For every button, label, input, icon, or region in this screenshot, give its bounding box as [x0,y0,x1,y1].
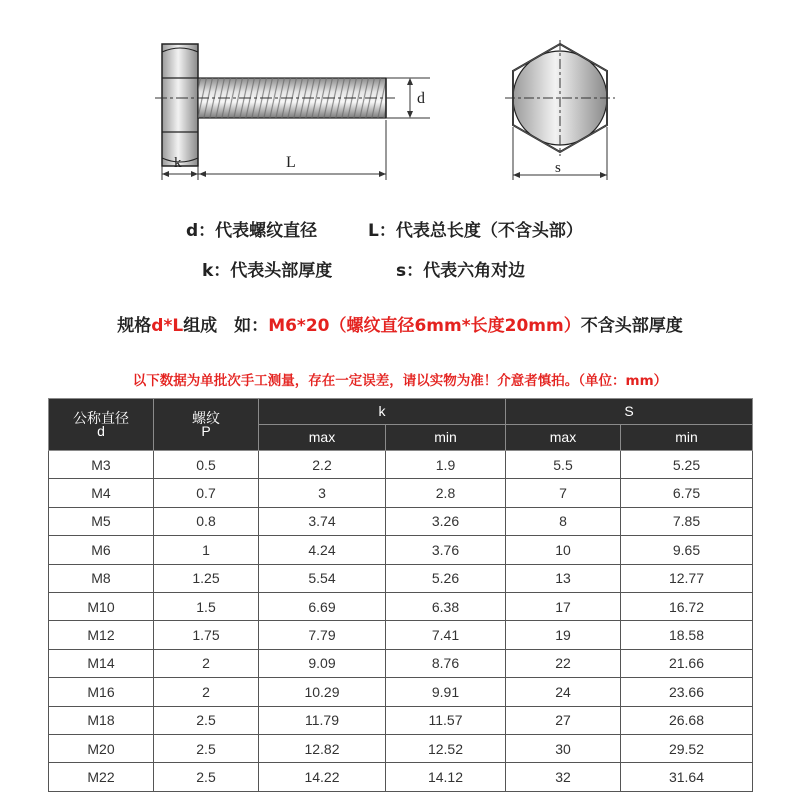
cell-pitch: 2.5 [154,763,259,791]
spec-line [0,311,800,336]
cell-pitch: 2.5 [154,706,259,734]
cell-s-min: 12.77 [621,564,753,592]
cell-k-min: 11.57 [386,706,506,734]
cell-s-max: 19 [506,621,621,649]
cell-diameter: M22 [49,763,154,791]
cell-s-min: 31.64 [621,763,753,791]
cell-k-min: 12.52 [386,734,506,762]
cell-k-max: 6.69 [259,592,386,620]
cell-k-max: 7.79 [259,621,386,649]
spec-example: M6*20（螺纹直径6mm*长度20mm） [268,316,581,336]
table-row [49,621,753,649]
spec-dl: d*L [151,316,184,336]
header-thread-pitch [154,399,259,451]
cell-k-max: 3 [259,479,386,507]
cell-k-max: 2.2 [259,451,386,479]
cell-s-max: 22 [506,649,621,677]
spec-mid: 组成 如： [183,316,269,336]
table-row [49,592,753,620]
measurement-note: 以下数据为单批次手工测量，存在一定误差，请以实物为准！介意者慎拍。（单位：mm） [132,373,668,389]
cell-pitch: 1 [154,536,259,564]
cell-k-min: 3.26 [386,507,506,535]
legend-k: k：代表头部厚度 [202,261,333,281]
hex-head-top-view [505,40,615,180]
header-s: S [506,399,753,425]
cell-s-max: 30 [506,734,621,762]
label-d: d [417,90,425,107]
cell-s-max: 5.5 [506,451,621,479]
table-row [49,649,753,677]
cell-s-max: 32 [506,763,621,791]
cell-diameter: M3 [49,451,154,479]
cell-s-max: 7 [506,479,621,507]
cell-k-min: 1.9 [386,451,506,479]
cell-s-min: 21.66 [621,649,753,677]
table-body [49,451,753,792]
header-d-label: d [97,422,105,439]
table-row [49,678,753,706]
table-row [49,507,753,535]
cell-pitch: 1.25 [154,564,259,592]
cell-s-min: 29.52 [621,734,753,762]
cell-diameter: M6 [49,536,154,564]
cell-s-max: 27 [506,706,621,734]
header-k-min: min [386,425,506,451]
table-row [49,536,753,564]
cell-k-max: 10.29 [259,678,386,706]
cell-k-min: 6.38 [386,592,506,620]
cell-diameter: M8 [49,564,154,592]
cell-diameter: M10 [49,592,154,620]
header-s-max: max [506,425,621,451]
cell-k-min: 3.76 [386,536,506,564]
legend-d: d：代表螺纹直径 [186,221,318,241]
cell-k-max: 9.09 [259,649,386,677]
table-row [49,763,753,791]
label-k: k [174,155,182,171]
header-s-min: min [621,425,753,451]
cell-s-min: 16.72 [621,592,753,620]
header-nominal-label: 公称直径 [73,409,129,426]
cell-k-min: 8.76 [386,649,506,677]
spec-prefix: 规格 [117,316,152,336]
header-thread-label: 螺纹 [192,409,220,426]
spec-suffix: 不含头部厚度 [580,316,683,336]
cell-diameter: M18 [49,706,154,734]
cell-diameter: M14 [49,649,154,677]
table-row [49,734,753,762]
cell-s-min: 5.25 [621,451,753,479]
cell-pitch: 2.5 [154,734,259,762]
table-row [49,564,753,592]
cell-pitch: 2 [154,649,259,677]
cell-s-max: 10 [506,536,621,564]
table-header-row [49,399,753,425]
header-nominal-diameter [49,399,154,451]
cell-k-max: 12.82 [259,734,386,762]
legend-L: L：代表总长度（不含头部） [368,221,583,241]
cell-diameter: M12 [49,621,154,649]
cell-diameter: M5 [49,507,154,535]
cell-k-min: 14.12 [386,763,506,791]
cell-s-max: 24 [506,678,621,706]
cell-k-max: 5.54 [259,564,386,592]
bolt-diagram [0,0,800,190]
cell-k-max: 3.74 [259,507,386,535]
table-row [49,451,753,479]
dimension-table [48,398,753,792]
cell-s-min: 9.65 [621,536,753,564]
cell-s-min: 7.85 [621,507,753,535]
cell-diameter: M20 [49,734,154,762]
cell-diameter: M4 [49,479,154,507]
cell-pitch: 0.7 [154,479,259,507]
cell-s-max: 8 [506,507,621,535]
header-k: k [259,399,506,425]
cell-k-max: 14.22 [259,763,386,791]
cell-pitch: 0.5 [154,451,259,479]
cell-pitch: 0.8 [154,507,259,535]
cell-s-min: 26.68 [621,706,753,734]
cell-pitch: 1.5 [154,592,259,620]
cell-k-max: 11.79 [259,706,386,734]
cell-s-max: 13 [506,564,621,592]
legend-s: s：代表六角对边 [396,261,526,281]
cell-diameter: M16 [49,678,154,706]
table-row [49,706,753,734]
cell-k-min: 2.8 [386,479,506,507]
cell-k-min: 7.41 [386,621,506,649]
cell-k-min: 9.91 [386,678,506,706]
label-s: s [555,160,561,176]
cell-k-min: 5.26 [386,564,506,592]
header-k-max: max [259,425,386,451]
cell-s-min: 18.58 [621,621,753,649]
label-L: L [286,154,296,171]
cell-k-max: 4.24 [259,536,386,564]
header-p-label: P [201,422,211,439]
cell-s-max: 17 [506,592,621,620]
cell-pitch: 1.75 [154,621,259,649]
table-row [49,479,753,507]
cell-s-min: 23.66 [621,678,753,706]
cell-s-min: 6.75 [621,479,753,507]
cell-pitch: 2 [154,678,259,706]
